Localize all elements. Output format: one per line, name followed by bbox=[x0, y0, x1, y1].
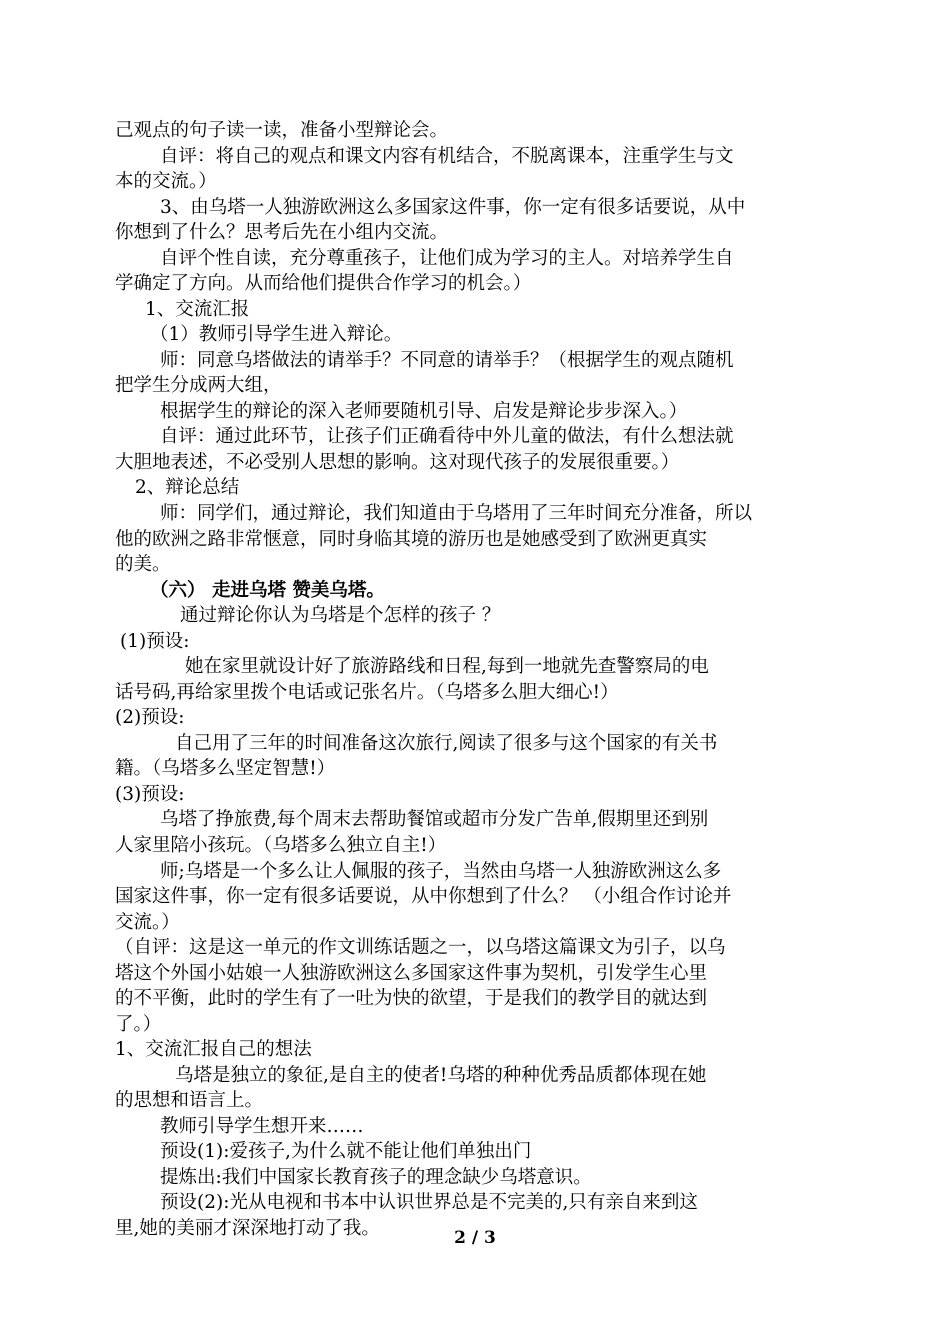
text-line: 预设(1):爱孩子,为什么就不能让他们单独出门 bbox=[160, 1141, 532, 1162]
text-line: 了。） bbox=[115, 1014, 162, 1035]
text-line: 人家里陪小孩玩。（乌塔多么独立自主!） bbox=[115, 835, 447, 856]
text-line: 提炼出:我们中国家长教育孩子的理念缺少乌塔意识。 bbox=[160, 1167, 592, 1188]
text-line: 乌塔了挣旅费,每个周末去帮助餐馆或超市分发广告单,假期里还到别 bbox=[160, 809, 709, 830]
text-line: 乌塔是独立的象征,是自主的使者!乌塔的种种优秀品质都体现在她 bbox=[175, 1065, 707, 1086]
text-line: (2)预设: bbox=[115, 707, 185, 728]
text-line: 他的欧洲之路非常惬意，同时身临其境的游历也是她感受到了欧洲更真实 bbox=[115, 529, 708, 550]
text-line: 1、交流汇报自己的想法 bbox=[115, 1039, 312, 1060]
text-line: 己观点的句子读一读，准备小型辩论会。 bbox=[115, 120, 449, 141]
text-line: 你想到了什么？思考后先在小组内交流。 bbox=[115, 222, 449, 243]
text-line: 自评个性自读，充分尊重孩子，让他们成为学习的主人。对培养学生自 bbox=[160, 248, 734, 269]
text-line: （1）教师引导学生进入辩论。 bbox=[150, 324, 403, 345]
text-line: 话号码,再给家里拨个电话或记张名片。（乌塔多么胆大细心!） bbox=[115, 682, 619, 703]
text-line: 2、辩论总结 bbox=[135, 477, 240, 498]
text-line: 大胆地表述，不必受别人思想的影响。这对现代孩子的发展很重要。） bbox=[115, 452, 680, 473]
text-line: 交流。） bbox=[115, 912, 180, 933]
text-line: 她在家里就设计好了旅游路线和日程,每到一地就先查警察局的电 bbox=[185, 656, 709, 677]
text-line: 的思想和语言上。 bbox=[115, 1090, 264, 1111]
text-line: 国家这件事，你一定有很多话要说，从中你想到了什么？ （小组合作讨论并 bbox=[115, 886, 732, 907]
text-line: 3、由乌塔一人独游欧洲这么多国家这件事，你一定有很多话要说，从中 bbox=[160, 197, 746, 218]
text-line: 里,她的美丽才深深地打动了我。 bbox=[115, 1218, 380, 1239]
text-line: 塔这个外国小姑娘一人独游欧洲这么多国家这件事为契机，引发学生心里 bbox=[115, 963, 708, 984]
text-line: （自评：这是这一单元的作文训练话题之一，以乌塔这篇课文为引子，以乌 bbox=[115, 937, 726, 958]
text-line: (3)预设: bbox=[115, 784, 185, 805]
text-line: 自评：将自己的观点和课文内容有机结合，不脱离课本，注重学生与文 bbox=[160, 146, 734, 167]
text-line: 师;乌塔是一个多么让人佩服的孩子，当然由乌塔一人独游欧洲这么多 bbox=[160, 861, 722, 882]
section-heading: （六） 走进乌塔 赞美乌塔。 bbox=[150, 580, 385, 601]
text-line: 教师引导学生想开来…… bbox=[160, 1116, 364, 1137]
page-number: 2 / 3 bbox=[454, 1228, 496, 1248]
text-line: 的不平衡，此时的学生有了一吐为快的欲望，于是我们的教学目的就达到 bbox=[115, 988, 708, 1009]
text-line: 根据学生的辩论的深入老师要随机引导、启发是辩论步步深入。） bbox=[160, 401, 688, 422]
text-line: 把学生分成两大组， bbox=[115, 375, 282, 396]
text-line: 1、交流汇报 bbox=[145, 299, 250, 320]
text-line: 的美。 bbox=[115, 554, 171, 575]
text-line: 师：同意乌塔做法的请举手？不同意的请举手？（根据学生的观点随机 bbox=[160, 350, 734, 371]
text-line: 预设(2):光从电视和书本中认识世界总是不完美的,只有亲自来到这 bbox=[160, 1192, 698, 1213]
text-line: (1)预设: bbox=[120, 631, 190, 652]
text-line: 籍。（乌塔多么坚定智慧!） bbox=[115, 758, 336, 779]
text-line: 师：同学们，通过辩论，我们知道由于乌塔用了三年时间充分准备，所以 bbox=[160, 503, 753, 524]
text-line: 通过辩论你认为乌塔是个怎样的孩子 ？ bbox=[180, 605, 501, 626]
text-line: 自己用了三年的时间准备这次旅行,阅读了很多与这个国家的有关书 bbox=[175, 733, 718, 754]
text-line: 学确定了方向。从而给他们提供合作学习的机会。） bbox=[115, 273, 532, 294]
text-line: 本的交流。） bbox=[115, 171, 217, 192]
text-line: 自评：通过此环节，让孩子们正确看待中外儿童的做法，有什么想法就 bbox=[160, 426, 734, 447]
